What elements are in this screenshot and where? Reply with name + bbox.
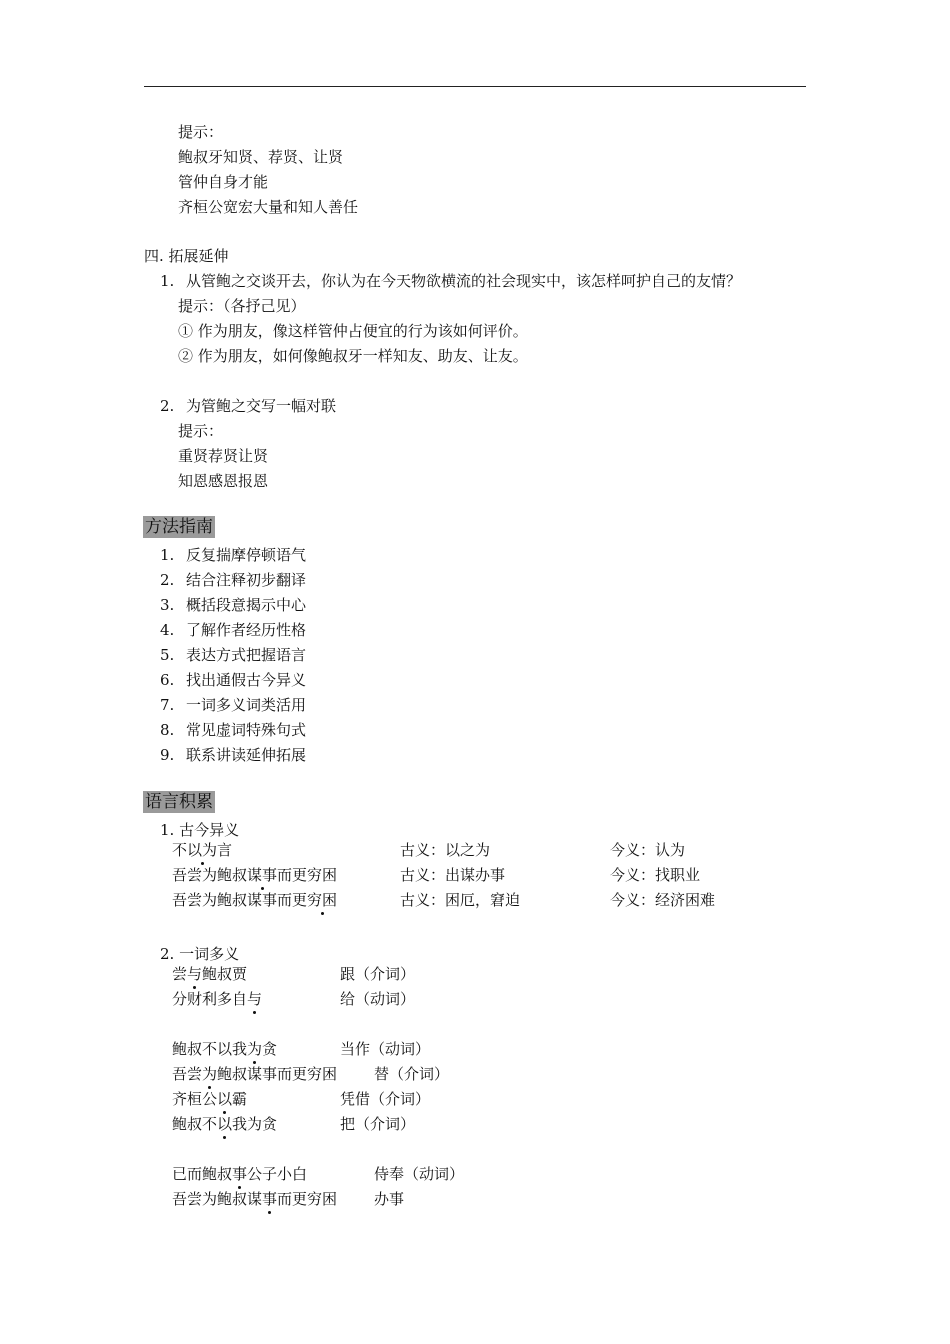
question-number: 2.: [160, 397, 175, 415]
question-hint: 提示：: [178, 422, 224, 440]
hint-line: 管仲自身才能: [178, 173, 269, 191]
hint-label: 提示：: [178, 123, 224, 141]
section-heading: 四. 拓展延伸: [144, 247, 229, 265]
method-number: 6.: [160, 671, 175, 689]
method-number: 1.: [160, 546, 175, 564]
word-meaning: 跟（介词）: [340, 965, 416, 983]
emphasis-mark: 与: [247, 990, 263, 1008]
ancient-meaning: 古义：困厄，窘迫: [400, 891, 521, 909]
question-hint: 提示：（各抒己见）: [178, 297, 306, 315]
modern-meaning: 今义：找职业: [610, 866, 701, 884]
emphasis-mark: 以: [217, 1090, 233, 1108]
language-heading: 语言积累: [145, 792, 213, 812]
method-text: 概括段意揭示中心: [186, 596, 307, 614]
method-text: 找出通假古今异义: [186, 671, 307, 689]
word-meaning: 侍奉（动词）: [374, 1165, 465, 1183]
method-number: 4.: [160, 621, 175, 639]
modern-meaning: 今义：经济困难: [610, 891, 716, 909]
ancient-meaning: 古义：出谋办事: [400, 866, 506, 884]
methods-heading: 方法指南: [145, 517, 213, 537]
emphasis-mark: 事: [262, 1190, 278, 1208]
word-meaning: 替（介词）: [374, 1065, 450, 1083]
example-sentence: 吾尝为鲍叔谋事而更穷困: [172, 1065, 338, 1083]
method-text: 反复揣摩停顿语气: [186, 546, 307, 564]
method-text: 结合注释初步翻译: [186, 571, 307, 589]
emphasis-mark: 谋事: [247, 866, 278, 884]
word-meaning: 当作（动词）: [340, 1040, 431, 1058]
subsection-title: 2. 一词多义: [160, 945, 240, 963]
header-rule: [144, 86, 806, 87]
word-meaning: 给（动词）: [340, 990, 416, 1008]
couplet-line: 重贤荐贤让贤: [178, 447, 269, 465]
subsection-title: 1. 古今异义: [160, 821, 240, 839]
hint-line: 鲍叔牙知贤、荐贤、让贤: [178, 148, 344, 166]
example-sentence: 鲍叔不以我为贪: [172, 1040, 278, 1058]
hint-point: ② 作为朋友，如何像鲍叔牙一样知友、助友、让友。: [178, 347, 528, 365]
method-text: 联系讲读延伸拓展: [186, 746, 307, 764]
example-sentence: 吾尝为鲍叔谋事而更穷困: [172, 1190, 338, 1208]
example-sentence: 分财利多自与: [172, 990, 263, 1008]
ancient-meaning: 古义：以之为: [400, 841, 491, 859]
emphasis-mark: 为: [202, 1065, 218, 1083]
method-number: 7.: [160, 696, 175, 714]
word-meaning: 办事: [374, 1190, 405, 1208]
method-text: 了解作者经历性格: [186, 621, 307, 639]
hint-point: ① 作为朋友，像这样管仲占便宜的行为该如何评价。: [178, 322, 528, 340]
question-text: 为管鲍之交写一幅对联: [186, 397, 337, 415]
word-meaning: 凭借（介词）: [340, 1090, 431, 1108]
example-sentence: 尝与鲍叔贾: [172, 965, 248, 983]
question-number: 1.: [160, 272, 175, 290]
method-number: 9.: [160, 746, 175, 764]
example-sentence: 不以为言: [172, 841, 233, 859]
example-sentence: 吾尝为鲍叔谋事而更穷困: [172, 866, 338, 884]
example-sentence: 已而鲍叔事公子小白: [172, 1165, 308, 1183]
emphasis-mark: 为: [247, 1040, 263, 1058]
hint-line: 齐桓公宽宏大量和知人善任: [178, 198, 359, 216]
method-number: 8.: [160, 721, 175, 739]
emphasis-mark: 与: [187, 965, 203, 983]
emphasis-mark: 以为: [187, 841, 218, 859]
method-text: 一词多义词类活用: [186, 696, 307, 714]
couplet-line: 知恩感恩报恩: [178, 472, 269, 490]
method-number: 5.: [160, 646, 175, 664]
method-text: 常见虚词特殊句式: [186, 721, 307, 739]
word-meaning: 把（介词）: [340, 1115, 416, 1133]
method-number: 3.: [160, 596, 175, 614]
method-number: 2.: [160, 571, 175, 589]
emphasis-mark: 以: [217, 1115, 233, 1133]
example-sentence: 鲍叔不以我为贪: [172, 1115, 278, 1133]
example-sentence: 吾尝为鲍叔谋事而更穷困: [172, 891, 338, 909]
method-text: 表达方式把握语言: [186, 646, 307, 664]
modern-meaning: 今义：认为: [610, 841, 686, 859]
emphasis-mark: 事: [232, 1165, 248, 1183]
emphasis-mark: 穷困: [307, 891, 338, 909]
question-text: 从管鲍之交谈开去，你认为在今天物欲横流的社会现实中，该怎样呵护自己的友情？: [186, 272, 742, 290]
example-sentence: 齐桓公以霸: [172, 1090, 248, 1108]
